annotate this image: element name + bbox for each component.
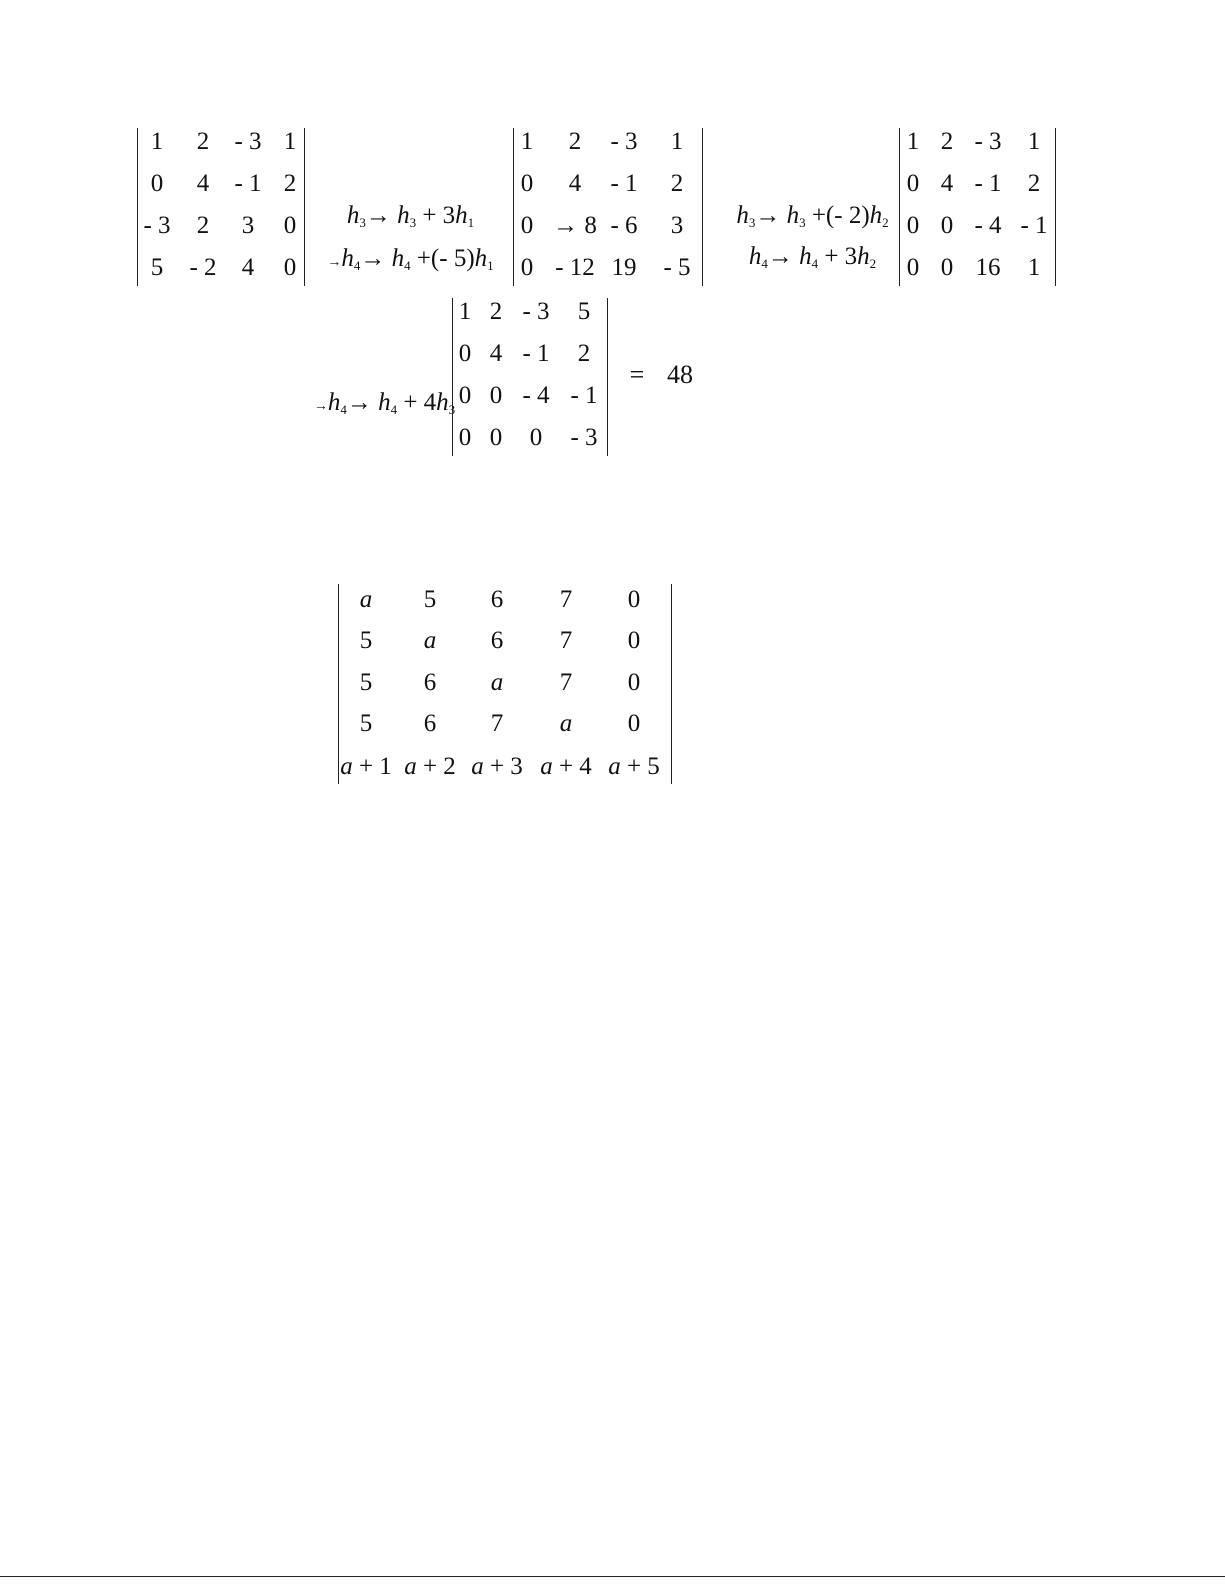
det3-cell-r1-c3: - 3 (974, 128, 1002, 155)
det3-cell-r3-c1: 0 (906, 212, 920, 239)
det2-cell-r4-c1: 0 (520, 254, 534, 281)
det3-cell-r4-c1: 0 (906, 254, 920, 281)
det5-cell-r1-c2: 5 (423, 586, 437, 613)
det5-cell-r4-c3: 7 (490, 710, 504, 737)
det4-cell-r1-c2: 2 (489, 298, 503, 325)
det2-cell-r1-c2: 2 (568, 128, 582, 155)
row-op-h4-plus-4h3: $\to h_4\to h_4 + 4h_3$ (313, 389, 456, 417)
det4-cell-r2-c3: - 1 (522, 340, 550, 367)
det3-cell-r2-c3: - 1 (974, 170, 1002, 197)
determinant-result: 48 (667, 360, 693, 389)
det4-cell-r1-c3: - 3 (522, 298, 550, 325)
det4-cell-r3-c4: - 1 (570, 382, 598, 409)
det3-cell-r2-c4: 2 (1027, 170, 1041, 197)
det4-cell-r1-c4: 5 (577, 298, 591, 325)
det5-cell-r5-c4: a + 4 (540, 753, 592, 780)
det1-cell-r4-c1: 5 (150, 254, 164, 281)
row-op-h3-plus-minus2h2: $h_3\to h_3$ +(- $2)h_2$ (736, 202, 889, 230)
det5-cell-r3-c3: a (490, 669, 504, 696)
row-op-h4-plus-minus5h1: $\to h_4\to h_4$ +(- $5)h_1$ (327, 245, 494, 273)
det3-cell-r3-c2: 0 (940, 212, 954, 239)
det2-cell-r2-c1: 0 (520, 170, 534, 197)
det1-cell-r1-c2: 2 (196, 128, 210, 155)
det4-cell-r1-c1: 1 (458, 298, 472, 325)
det1-cell-r3-c2: 2 (196, 212, 210, 239)
det2-cell-r4-c2: - 12 (555, 254, 595, 281)
det5-cell-r4-c1: 5 (359, 710, 373, 737)
det1-cell-r1-c3: - 3 (234, 128, 262, 155)
det3-cell-r2-c1: 0 (906, 170, 920, 197)
det1-cell-r3-c3: 3 (241, 212, 255, 239)
det5-cell-r4-c5: 0 (627, 710, 641, 737)
det2-cell-r4-c4: - 5 (663, 254, 691, 281)
equals-sign: = (629, 360, 645, 389)
det1-cell-r4-c3: 4 (241, 254, 255, 281)
det5-cell-r3-c4: 7 (559, 669, 573, 696)
det5-cell-r2-c4: 7 (559, 627, 573, 654)
det4-cell-r4-c3: 0 (529, 424, 543, 451)
det5-cell-r3-c1: 5 (359, 669, 373, 696)
det5-cell-r1-c4: 7 (559, 586, 573, 613)
det1-cell-r2-c4: 2 (283, 170, 297, 197)
row-op-h4-plus-3h2: $h_4\to h_4 + 3h_2$ (748, 243, 877, 271)
det1-cell-r2-c3: - 1 (234, 170, 262, 197)
det3-cell-r3-c3: - 4 (974, 212, 1002, 239)
det4-cell-r3-c1: 0 (458, 382, 472, 409)
det1-cell-r3-c4: 0 (283, 212, 297, 239)
det2-cell-r3-c3: - 6 (610, 212, 638, 239)
det2-cell-r1-c3: - 3 (610, 128, 638, 155)
det5-cell-r3-c5: 0 (627, 669, 641, 696)
det5-cell-r2-c3: 6 (490, 627, 504, 654)
det2-cell-r1-c4: 1 (670, 128, 684, 155)
det3-cell-r2-c2: 4 (940, 170, 954, 197)
det3-cell-r1-c1: 1 (906, 128, 920, 155)
det5-cell-r5-c5: a + 5 (608, 753, 660, 780)
det5-cell-r1-c1: a (359, 586, 373, 613)
det1-cell-r1-c4: 1 (283, 128, 297, 155)
det2-cell-r2-c4: 2 (670, 170, 684, 197)
det5-cell-r5-c3: a + 3 (471, 753, 523, 780)
det2-cell-r3-c4: 3 (670, 212, 684, 239)
det3-cell-r4-c2: 0 (940, 254, 954, 281)
det4-cell-r4-c1: 0 (458, 424, 472, 451)
det4-cell-r2-c1: 0 (458, 340, 472, 367)
det5-cell-r5-c1: a + 1 (340, 753, 392, 780)
det1-cell-r1-c1: 1 (150, 128, 164, 155)
det5-cell-r3-c2: 6 (423, 669, 437, 696)
det5-cell-r1-c5: 0 (627, 586, 641, 613)
det5-cell-r2-c5: 0 (627, 627, 641, 654)
det1-cell-r4-c2: - 2 (189, 254, 217, 281)
det5-cell-r2-c2: a (423, 627, 437, 654)
det5-cell-r4-c4: a (559, 710, 573, 737)
det2-cell-r2-c2: 4 (568, 170, 582, 197)
det4-cell-r4-c2: 0 (489, 424, 503, 451)
det2-cell-r3-c2: → 8 (553, 212, 597, 239)
det2-cell-r4-c3: 19 (611, 254, 637, 281)
det1-cell-r2-c2: 4 (196, 170, 210, 197)
det5-cell-r4-c2: 6 (423, 710, 437, 737)
det1-cell-r4-c4: 0 (283, 254, 297, 281)
det1-cell-r2-c1: 0 (150, 170, 164, 197)
det5-cell-r2-c1: 5 (359, 627, 373, 654)
det4-cell-r2-c4: 2 (577, 340, 591, 367)
det4-cell-r4-c4: - 3 (570, 424, 598, 451)
row-op-h3-plus-3h1: $h_3\to h_3 + 3h_1$ (346, 202, 475, 230)
det2-cell-r1-c1: 1 (520, 128, 534, 155)
det3-cell-r1-c2: 2 (940, 128, 954, 155)
det4-cell-r3-c3: - 4 (522, 382, 550, 409)
det3-cell-r3-c4: - 1 (1020, 212, 1048, 239)
det3-cell-r4-c3: 16 (975, 254, 1001, 281)
page-bottom-rule (0, 1576, 1225, 1577)
det2-cell-r2-c3: - 1 (610, 170, 638, 197)
det3-cell-r1-c4: 1 (1027, 128, 1041, 155)
det3-cell-r4-c4: 1 (1027, 254, 1041, 281)
det2-cell-r3-c1: 0 (520, 212, 534, 239)
det4-cell-r3-c2: 0 (489, 382, 503, 409)
det5-cell-r1-c3: 6 (490, 586, 504, 613)
det5-cell-r5-c2: a + 2 (404, 753, 456, 780)
det1-cell-r3-c1: - 3 (143, 212, 171, 239)
det4-cell-r2-c2: 4 (489, 340, 503, 367)
